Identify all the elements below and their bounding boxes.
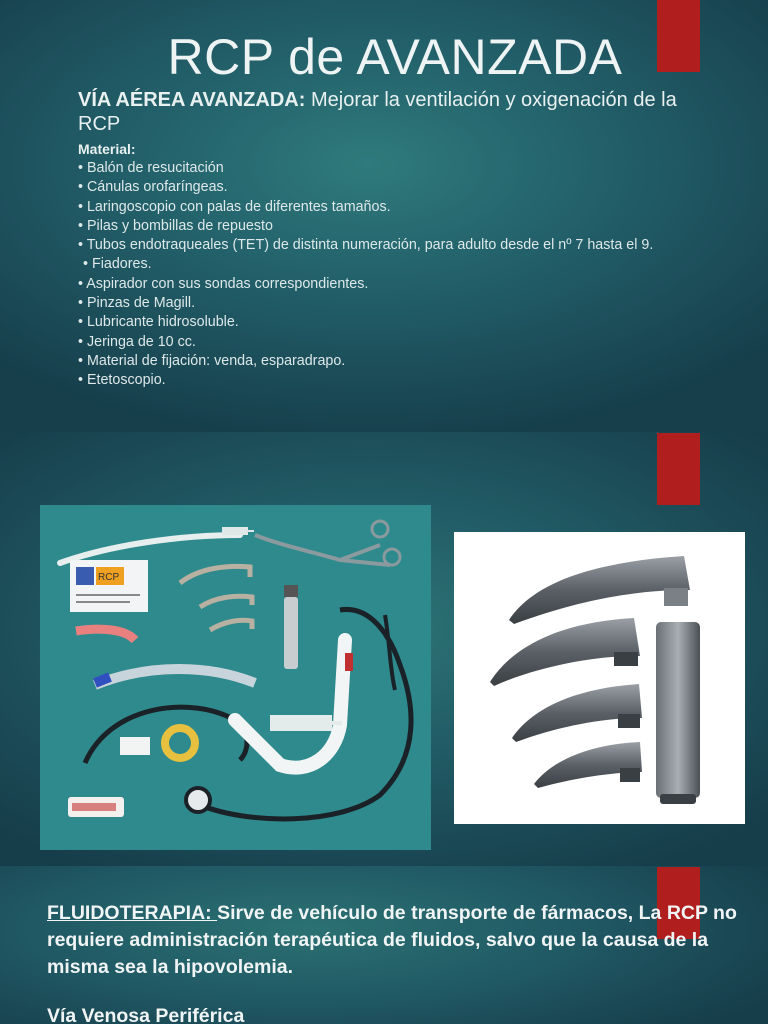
list-item: • Tubos endotraquealеs (TET) de distinta numeración, para adulto desde el nº 7 hasta el 9.: [78, 237, 654, 254]
list-item: • Etetoscopio.: [78, 372, 166, 389]
fluid-therapy-text: [47, 900, 747, 981]
card-badge-text: RCP: [98, 572, 120, 583]
list-item: • Material de fijación: venda, esparadrapo.: [78, 352, 346, 369]
list-item: • Cánulas orofaríngeas.: [78, 179, 228, 196]
laryngoscope-photo: [454, 532, 745, 824]
list-item: • Pilas y bombillas de repuesto: [78, 217, 273, 234]
list-item: • Balón de resucitación: [78, 160, 224, 176]
airway-subtitle-rest: Mejorar la ventilación y oxigenación de la RCP: [78, 89, 677, 135]
material-heading: Material:: [78, 141, 136, 157]
airway-subtitle-bold: VÍA AÉREA AVANZADA:: [78, 89, 306, 111]
slide-equipment-photos: [0, 432, 768, 866]
laryngoscope-illustration: [454, 532, 745, 824]
list-item: • Aspirador con sus sondas correspondientes.: [78, 275, 369, 292]
list-item: • Pinzas de Magill.: [78, 295, 196, 312]
airway-kit-photo: [40, 505, 431, 850]
airway-kit-illustration: [40, 505, 431, 850]
list-item: • Lubricante hidrosoluble.: [78, 314, 239, 331]
material-list: [78, 159, 653, 391]
peripheral-venous-heading: Vía Venosa Periférica: [47, 1005, 245, 1024]
slide-fluid-therapy: [0, 866, 768, 1024]
list-item: • Laringoscopio con palas de diferentes tamaños.: [78, 198, 391, 215]
airway-subtitle: [78, 88, 718, 136]
fluid-therapy-heading: FLUIDOTERAPIA:: [47, 902, 218, 924]
list-item: • Jeringa de 10 cc.: [78, 333, 196, 350]
fluid-therapy-body: Sirve de vehículo de transporte de fármacos, La RCP no requiere administración terapéutica de fluidos, salvo que la causa de la misma sea la hipovolemia.: [47, 902, 737, 978]
red-accent-bar: [657, 433, 700, 505]
slide-title: RCP de AVANZADA: [167, 29, 623, 85]
list-item: • Fiadores.: [83, 256, 152, 273]
slide-airway-material: [0, 0, 768, 432]
